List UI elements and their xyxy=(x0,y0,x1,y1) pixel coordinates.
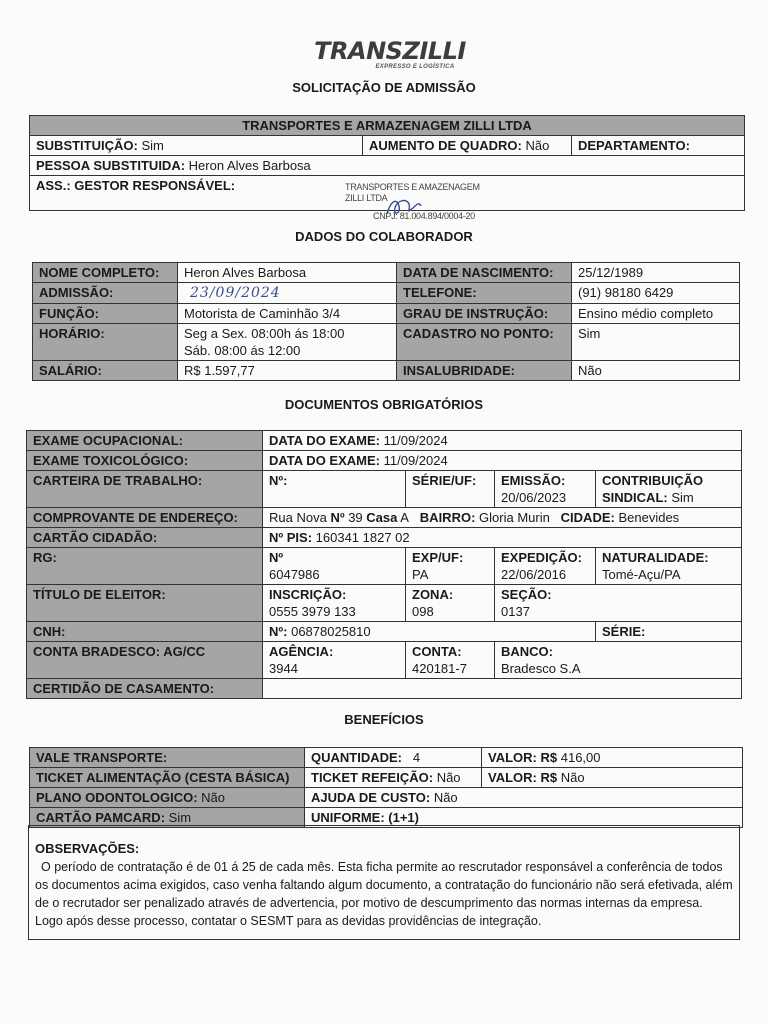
nome-value: Heron Alves Barbosa xyxy=(178,263,397,283)
conta-bradesco-label: CONTA BRADESCO: AG/CC xyxy=(27,642,263,679)
funcao-label: FUNÇÃO: xyxy=(33,304,178,324)
page-title: SOLICITAÇÃO DE ADMISSÃO xyxy=(292,80,476,95)
observacoes-box xyxy=(28,825,740,940)
salario-label: SALÁRIO: xyxy=(33,361,178,381)
ticket-alimentacao-label: TICKET ALIMENTAÇÃO (CESTA BÁSICA) xyxy=(30,768,305,788)
valor-ticket-cell: VALOR: R$ Não xyxy=(482,768,743,788)
horario-value: Seg a Sex. 08:00h ás 18:00 Sáb. 08:00 ás 12:00 xyxy=(178,324,397,361)
ajuda-custo-cell: AJUDA DE CUSTO: Não xyxy=(305,788,743,808)
cnh-label: CNH: xyxy=(27,622,263,642)
comprovante-label: COMPROVANTE DE ENDEREÇO: xyxy=(27,508,263,528)
admissao-value xyxy=(178,283,397,304)
company-stamp xyxy=(345,182,495,222)
titulo-inscricao: INSCRIÇÃO: 0555 3979 133 xyxy=(263,585,406,622)
certidao-value xyxy=(263,679,742,699)
documentos-table xyxy=(26,430,742,699)
admissao-handwritten: 23/09/2024 xyxy=(190,285,281,301)
company-logo xyxy=(300,38,480,78)
exame-toxicologico-label: EXAME TOXICOLÓGICO: xyxy=(27,451,263,471)
banco-value: BANCO: Bradesco S.A xyxy=(495,642,742,679)
gestor-cell: ASS.: GESTOR RESPONSÁVEL: xyxy=(30,176,745,211)
admissao-label: ADMISSÃO: xyxy=(33,283,178,304)
cnh-serie: SÉRIE: xyxy=(596,622,742,642)
company-name: TRANSPORTES E ARMAZENAGEM ZILLI LTDA xyxy=(30,116,745,136)
rg-label: RG: xyxy=(27,548,263,585)
funcao-value: Motorista de Caminhão 3/4 xyxy=(178,304,397,324)
rg-numero: Nº 6047986 xyxy=(263,548,406,585)
section-title-colaborador: DADOS DO COLABORADOR xyxy=(295,229,473,244)
ticket-refeicao-cell: TICKET REFEIÇÃO: Não xyxy=(305,768,482,788)
rg-exp-uf: EXP/UF: PA xyxy=(406,548,495,585)
observacoes-title: OBSERVAÇÕES: xyxy=(35,841,140,856)
cartao-cidadao-label: CARTÃO CIDADÃO: xyxy=(27,528,263,548)
insalubridade-label: INSALUBRIDADE: xyxy=(397,361,572,381)
exame-toxicologico-date: DATA DO EXAME: 11/09/2024 xyxy=(263,451,742,471)
carteira-numero: Nº: xyxy=(263,471,406,508)
conta-value: CONTA: 420181-7 xyxy=(406,642,495,679)
vale-transporte-label: VALE TRANSPORTE: xyxy=(30,748,305,768)
nascimento-value: 25/12/1989 xyxy=(572,263,740,283)
nascimento-label: DATA DE NASCIMENTO: xyxy=(397,263,572,283)
logo-text: TRANSZILLI xyxy=(314,37,466,65)
quantidade-cell: QUANTIDADE: 4 xyxy=(305,748,482,768)
horario-label: HORÁRIO: xyxy=(33,324,178,361)
exame-ocupacional-label: EXAME OCUPACIONAL: xyxy=(27,431,263,451)
nome-label: NOME COMPLETO: xyxy=(33,263,178,283)
ponto-value: Sim xyxy=(572,324,740,361)
carteira-serie-uf: SÉRIE/UF: xyxy=(406,471,495,508)
departamento-cell: DEPARTAMENTO: xyxy=(572,136,745,156)
grau-value: Ensino médio completo xyxy=(572,304,740,324)
certidao-label: CERTIDÃO DE CASAMENTO: xyxy=(27,679,263,699)
section-title-documentos: DOCUMENTOS OBRIGATÓRIOS xyxy=(284,397,484,412)
endereco-value: Rua Nova Nº 39 Casa A BAIRRO: Gloria Murin CIDADE: Benevides xyxy=(263,508,742,528)
substituicao-cell: SUBSTITUIÇÃO: Sim xyxy=(30,136,363,156)
grau-label: GRAU DE INSTRUÇÃO: xyxy=(397,304,572,324)
carteira-label: CARTEIRA DE TRABALHO: xyxy=(27,471,263,508)
aumento-cell: AUMENTO DE QUADRO: Não xyxy=(363,136,572,156)
telefone-label: TELEFONE: xyxy=(397,283,572,304)
exame-ocupacional-date: DATA DO EXAME: 11/09/2024 xyxy=(263,431,742,451)
cnh-numero: Nº: 06878025810 xyxy=(263,622,596,642)
rg-naturalidade: NATURALIDADE: Tomé-Açu/PA xyxy=(596,548,742,585)
uniforme-cell: UNIFORME: (1+1) xyxy=(305,808,743,828)
contribuicao-sindical: CONTRIBUIÇÃO SINDICAL: Sim xyxy=(596,471,742,508)
titulo-secao: SEÇÃO: 0137 xyxy=(495,585,742,622)
pis-value: Nº PIS: 160341 1827 02 xyxy=(263,528,742,548)
section-title-beneficios: BENEFÍCIOS xyxy=(344,712,424,727)
rg-expedicao: EXPEDIÇÃO: 22/06/2016 xyxy=(495,548,596,585)
carteira-emissao: EMISSÃO: 20/06/2023 xyxy=(495,471,596,508)
signature-scribble xyxy=(383,194,423,220)
stamp-line-2: CNPJ: 81.004.894/0004-20 xyxy=(373,211,475,221)
ponto-label: CADASTRO NO PONTO: xyxy=(397,324,572,361)
logo-subtitle: EXPRESSO E LOGÍSTICA xyxy=(375,64,455,70)
stamp-line-1: TRANSPORTES E AMAZENAGEM ZILLI LTDA xyxy=(345,182,480,203)
observacoes-text: O período de contratação é de 01 á 25 de cada mês. Esta ficha permite ao rescrutador responsável a conferência de todos os documentos acima exigidos, caso venha faltando algum documento, a contratação do funcionário não será efetivada, além de o recrutador ser penalizado através de advertencia, por motivo de descumprimento das normas internas da empresa. Logo após desse processo, contatar o SESMT para as devidas providências de integração. xyxy=(35,860,733,928)
colaborador-table xyxy=(32,262,740,381)
plano-odontologico-cell: PLANO ODONTOLOGICO: Não xyxy=(30,788,305,808)
titulo-eleitor-label: TÍTULO DE ELEITOR: xyxy=(27,585,263,622)
valor-vt-cell: VALOR: R$ 416,00 xyxy=(482,748,743,768)
telefone-value: (91) 98180 6429 xyxy=(572,283,740,304)
insalubridade-value: Não xyxy=(572,361,740,381)
agencia-value: AGÊNCIA: 3944 xyxy=(263,642,406,679)
pessoa-substituida-cell: PESSOA SUBSTITUIDA: Heron Alves Barbosa xyxy=(30,156,745,176)
titulo-zona: ZONA: 098 xyxy=(406,585,495,622)
cartao-pamcard-cell: CARTÃO PAMCARD: Sim xyxy=(30,808,305,828)
beneficios-table xyxy=(29,747,743,828)
salario-value: R$ 1.597,77 xyxy=(178,361,397,381)
